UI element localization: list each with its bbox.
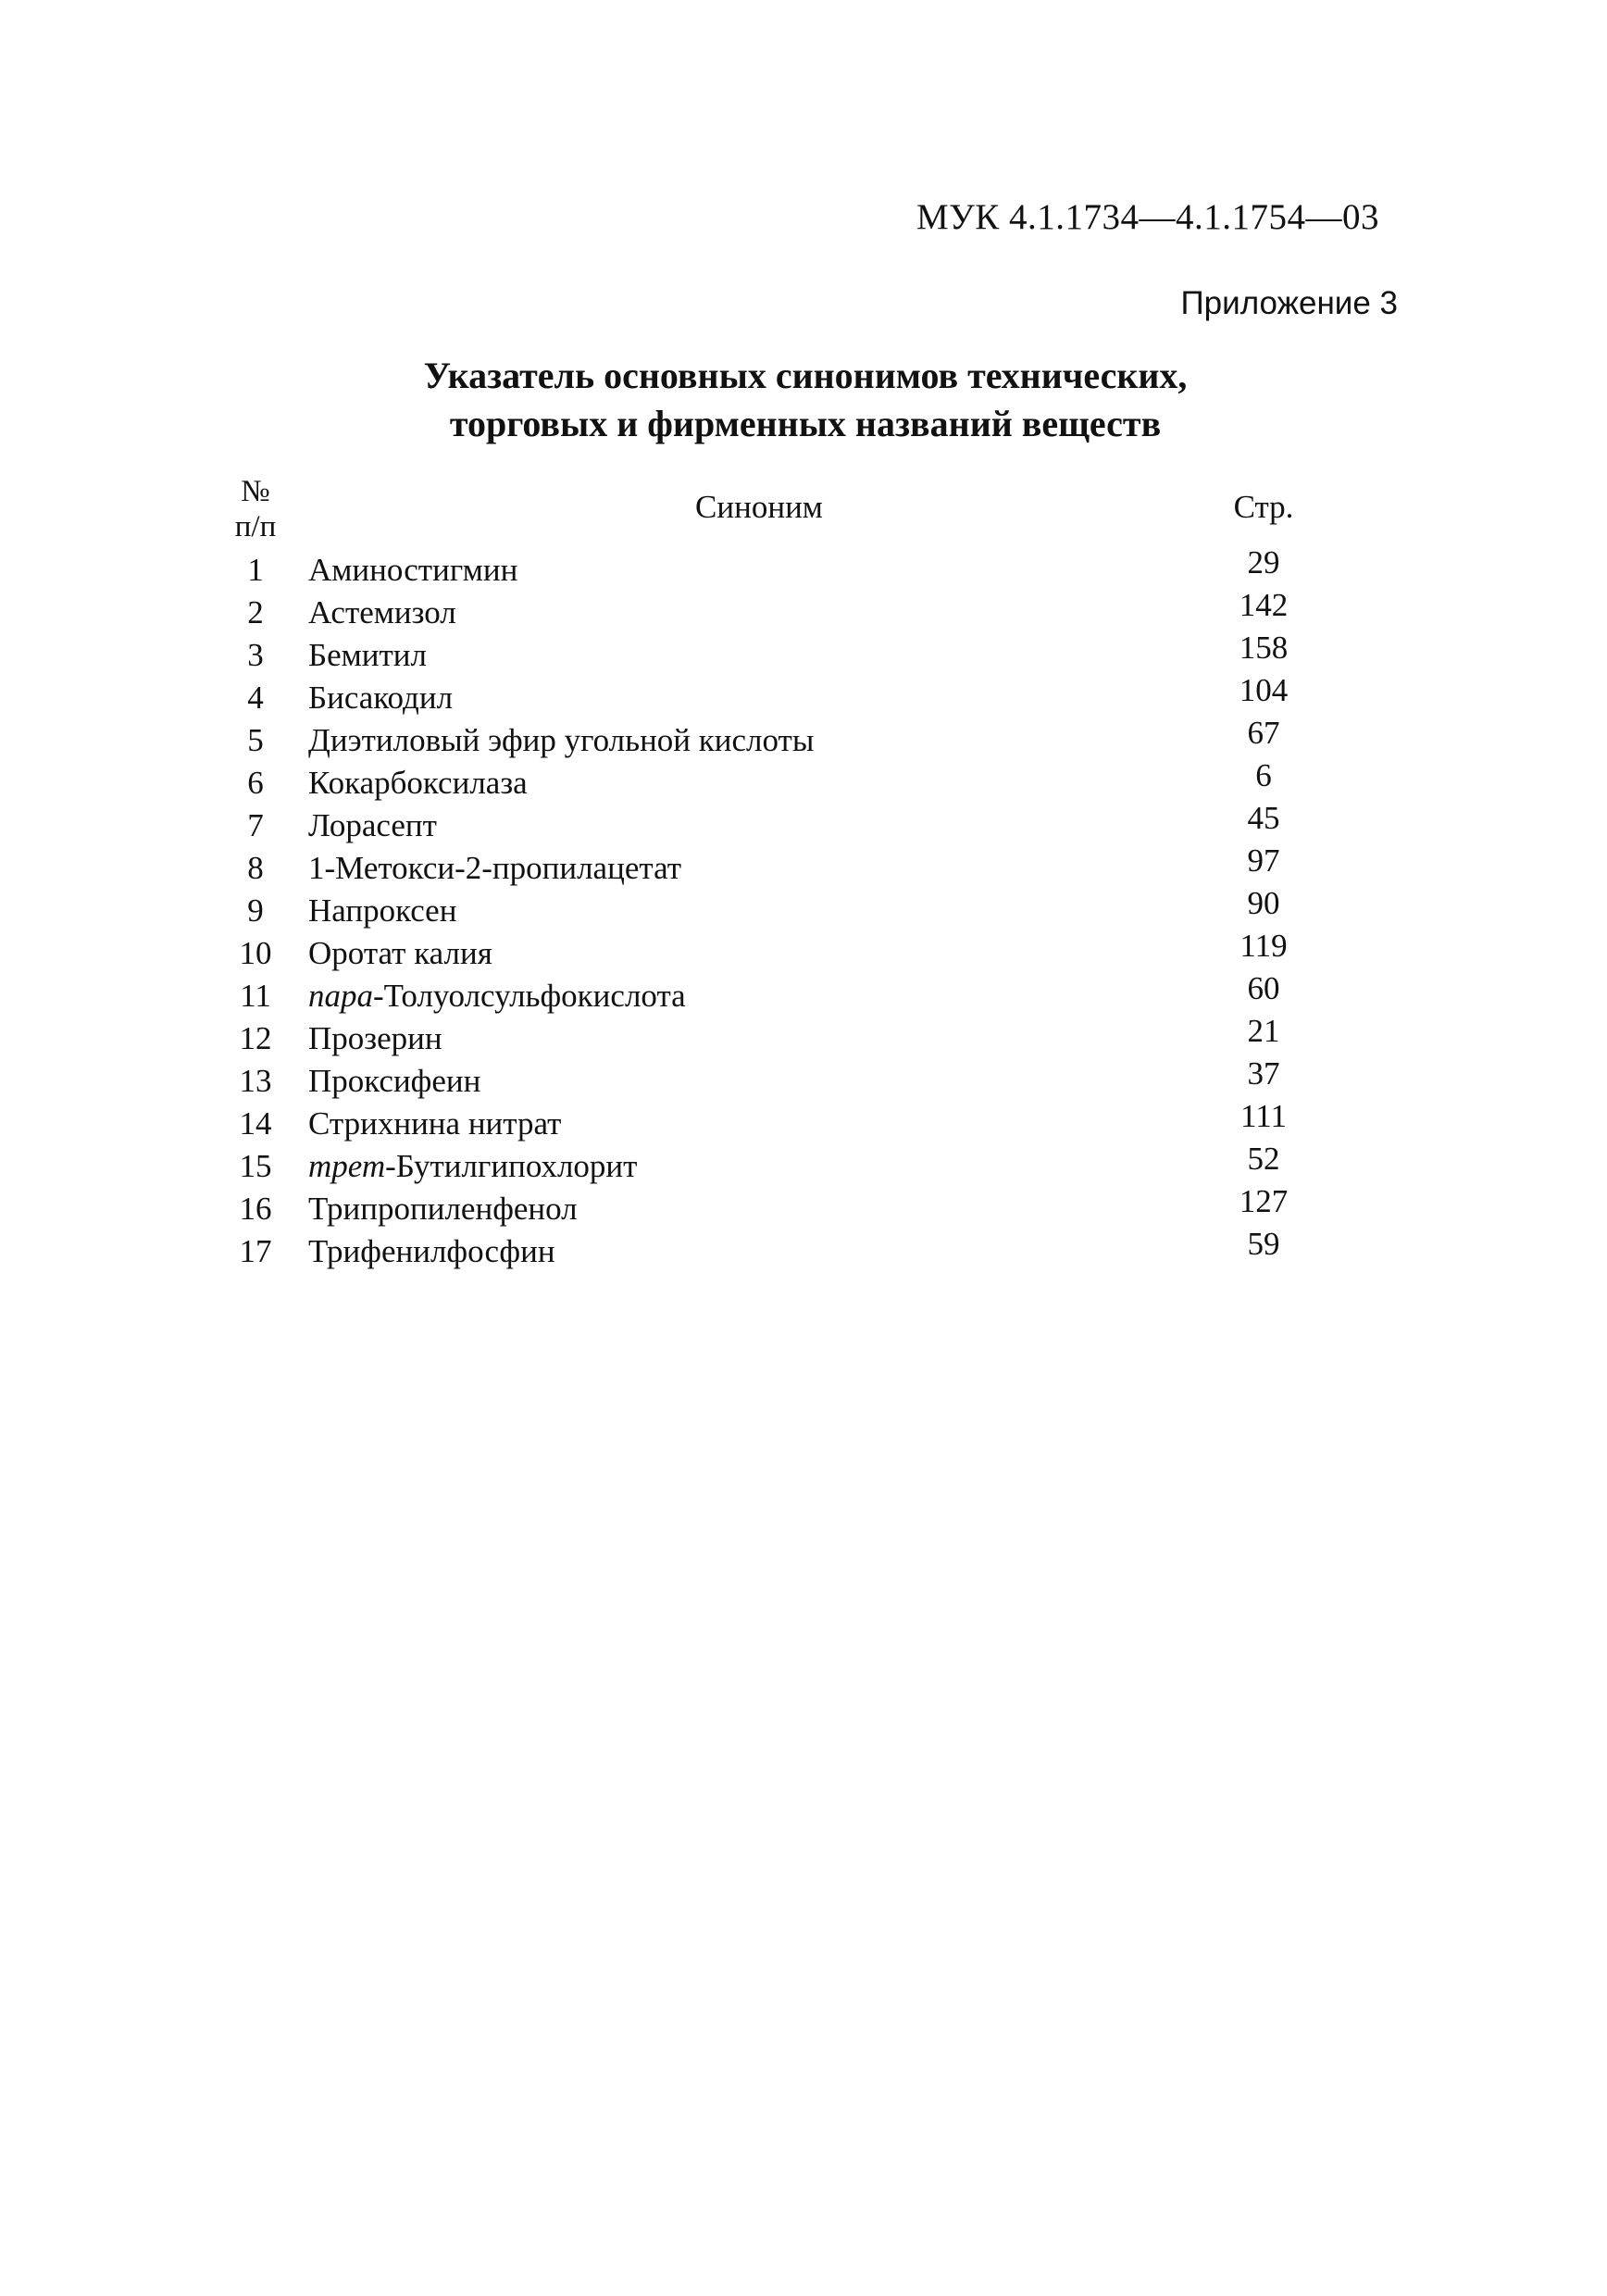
table-row [0,1013,1607,1055]
table-row [0,1183,1607,1226]
row-number: 5 [247,722,264,758]
row-number: 15 [239,1148,272,1184]
row-page: 45 [1247,800,1280,836]
row-page: 142 [1239,587,1289,623]
row-synonym [308,765,528,802]
synonym-name: Бемитил [308,637,428,673]
row-number: 12 [239,1020,272,1056]
table-row [0,1226,1607,1268]
synonym-name: 1-Метокси-2-пропилацетат [308,850,681,886]
row-synonym [308,978,686,1015]
synonym-name: Лорасепт [308,807,437,843]
table-row [0,885,1607,928]
row-number: 10 [239,935,272,971]
row-page: 21 [1247,1013,1280,1049]
row-number: 4 [247,680,264,716]
row-synonym [308,1233,555,1270]
table-row [0,970,1607,1013]
row-synonym [308,1148,637,1185]
row-synonym [308,935,492,972]
synonym-name: Прозерин [308,1020,442,1056]
row-page: 119 [1240,928,1288,964]
synonym-name: Трипропиленфенол [308,1191,578,1227]
row-synonym [308,850,681,887]
column-header-number [209,474,302,544]
row-number: 3 [247,637,264,673]
table-row [0,1055,1607,1098]
table-row [0,1141,1607,1183]
row-synonym [308,1105,561,1142]
row-synonym [308,1020,442,1057]
row-number: 1 [247,552,264,588]
row-number: 17 [239,1233,272,1269]
synonym-table [0,544,1607,1268]
synonym-name: Напроксен [308,892,457,929]
synonym-prefix: пара [308,978,373,1014]
row-synonym [308,722,814,759]
row-page: 104 [1239,672,1289,708]
row-page: 111 [1240,1098,1287,1134]
table-row [0,1098,1607,1141]
synonym-name: Аминостигмин [308,552,518,588]
column-header-number-symbol: № [241,475,270,508]
row-synonym [308,637,427,674]
row-synonym [308,594,456,631]
synonym-name: Трифенилфосфин [308,1233,555,1269]
table-row [0,800,1607,842]
table-row [0,672,1607,715]
row-number: 14 [239,1105,272,1142]
synonym-prefix: трет [308,1148,386,1184]
row-page: 37 [1247,1055,1280,1092]
table-row [0,544,1607,587]
appendix-label: Приложение 3 [1180,285,1398,321]
row-page: 6 [1255,757,1272,793]
synonym-name: Астемизол [308,594,456,630]
row-number: 2 [247,594,264,630]
row-synonym [308,552,517,589]
page-title [278,352,1333,448]
row-number: 6 [247,765,264,801]
row-page: 97 [1247,842,1280,879]
synonym-name: Диэтиловый эфир угольной кислоты [308,722,815,758]
row-page: 158 [1239,630,1289,666]
row-page: 90 [1247,885,1280,921]
synonym-name: Оротат калия [308,935,492,971]
table-row [0,928,1607,970]
column-header-number-abbr: п/п [234,510,277,543]
synonym-name: -Бутилгипохлорит [385,1148,638,1184]
row-page: 67 [1247,715,1280,751]
row-synonym [308,1063,480,1100]
table-row [0,842,1607,885]
row-number: 9 [247,892,264,929]
synonym-name: Бисакодил [308,680,454,716]
row-synonym [308,1191,578,1228]
row-page: 59 [1247,1226,1280,1262]
synonym-name: Проксифеин [308,1063,481,1099]
table-row [0,715,1607,757]
row-page: 52 [1247,1141,1280,1177]
row-number: 16 [239,1191,272,1227]
title-line-1: Указатель основных синонимов технических, [423,355,1188,396]
row-number: 13 [239,1063,272,1099]
title-line-2: торговых и фирменных названий веществ [449,403,1162,444]
synonym-name: Кокарбоксилаза [308,765,528,801]
table-row [0,587,1607,630]
row-page: 127 [1239,1183,1289,1219]
row-page: 29 [1247,544,1280,580]
row-number: 11 [240,978,271,1014]
table-row [0,630,1607,672]
row-synonym [308,807,437,844]
column-header-page: Стр. [1233,489,1294,525]
synonym-name: Стрихнина нитрат [308,1105,562,1142]
row-synonym [308,680,453,717]
row-number: 7 [247,807,264,843]
table-row [0,757,1607,800]
column-header-synonym: Синоним [695,489,823,525]
row-page: 60 [1247,970,1280,1006]
row-number: 8 [247,850,264,886]
row-synonym [308,892,456,930]
synonym-name: -Толуолсульфокислота [373,978,686,1014]
document-code: МУК 4.1.1734—4.1.1754—03 [916,197,1380,237]
